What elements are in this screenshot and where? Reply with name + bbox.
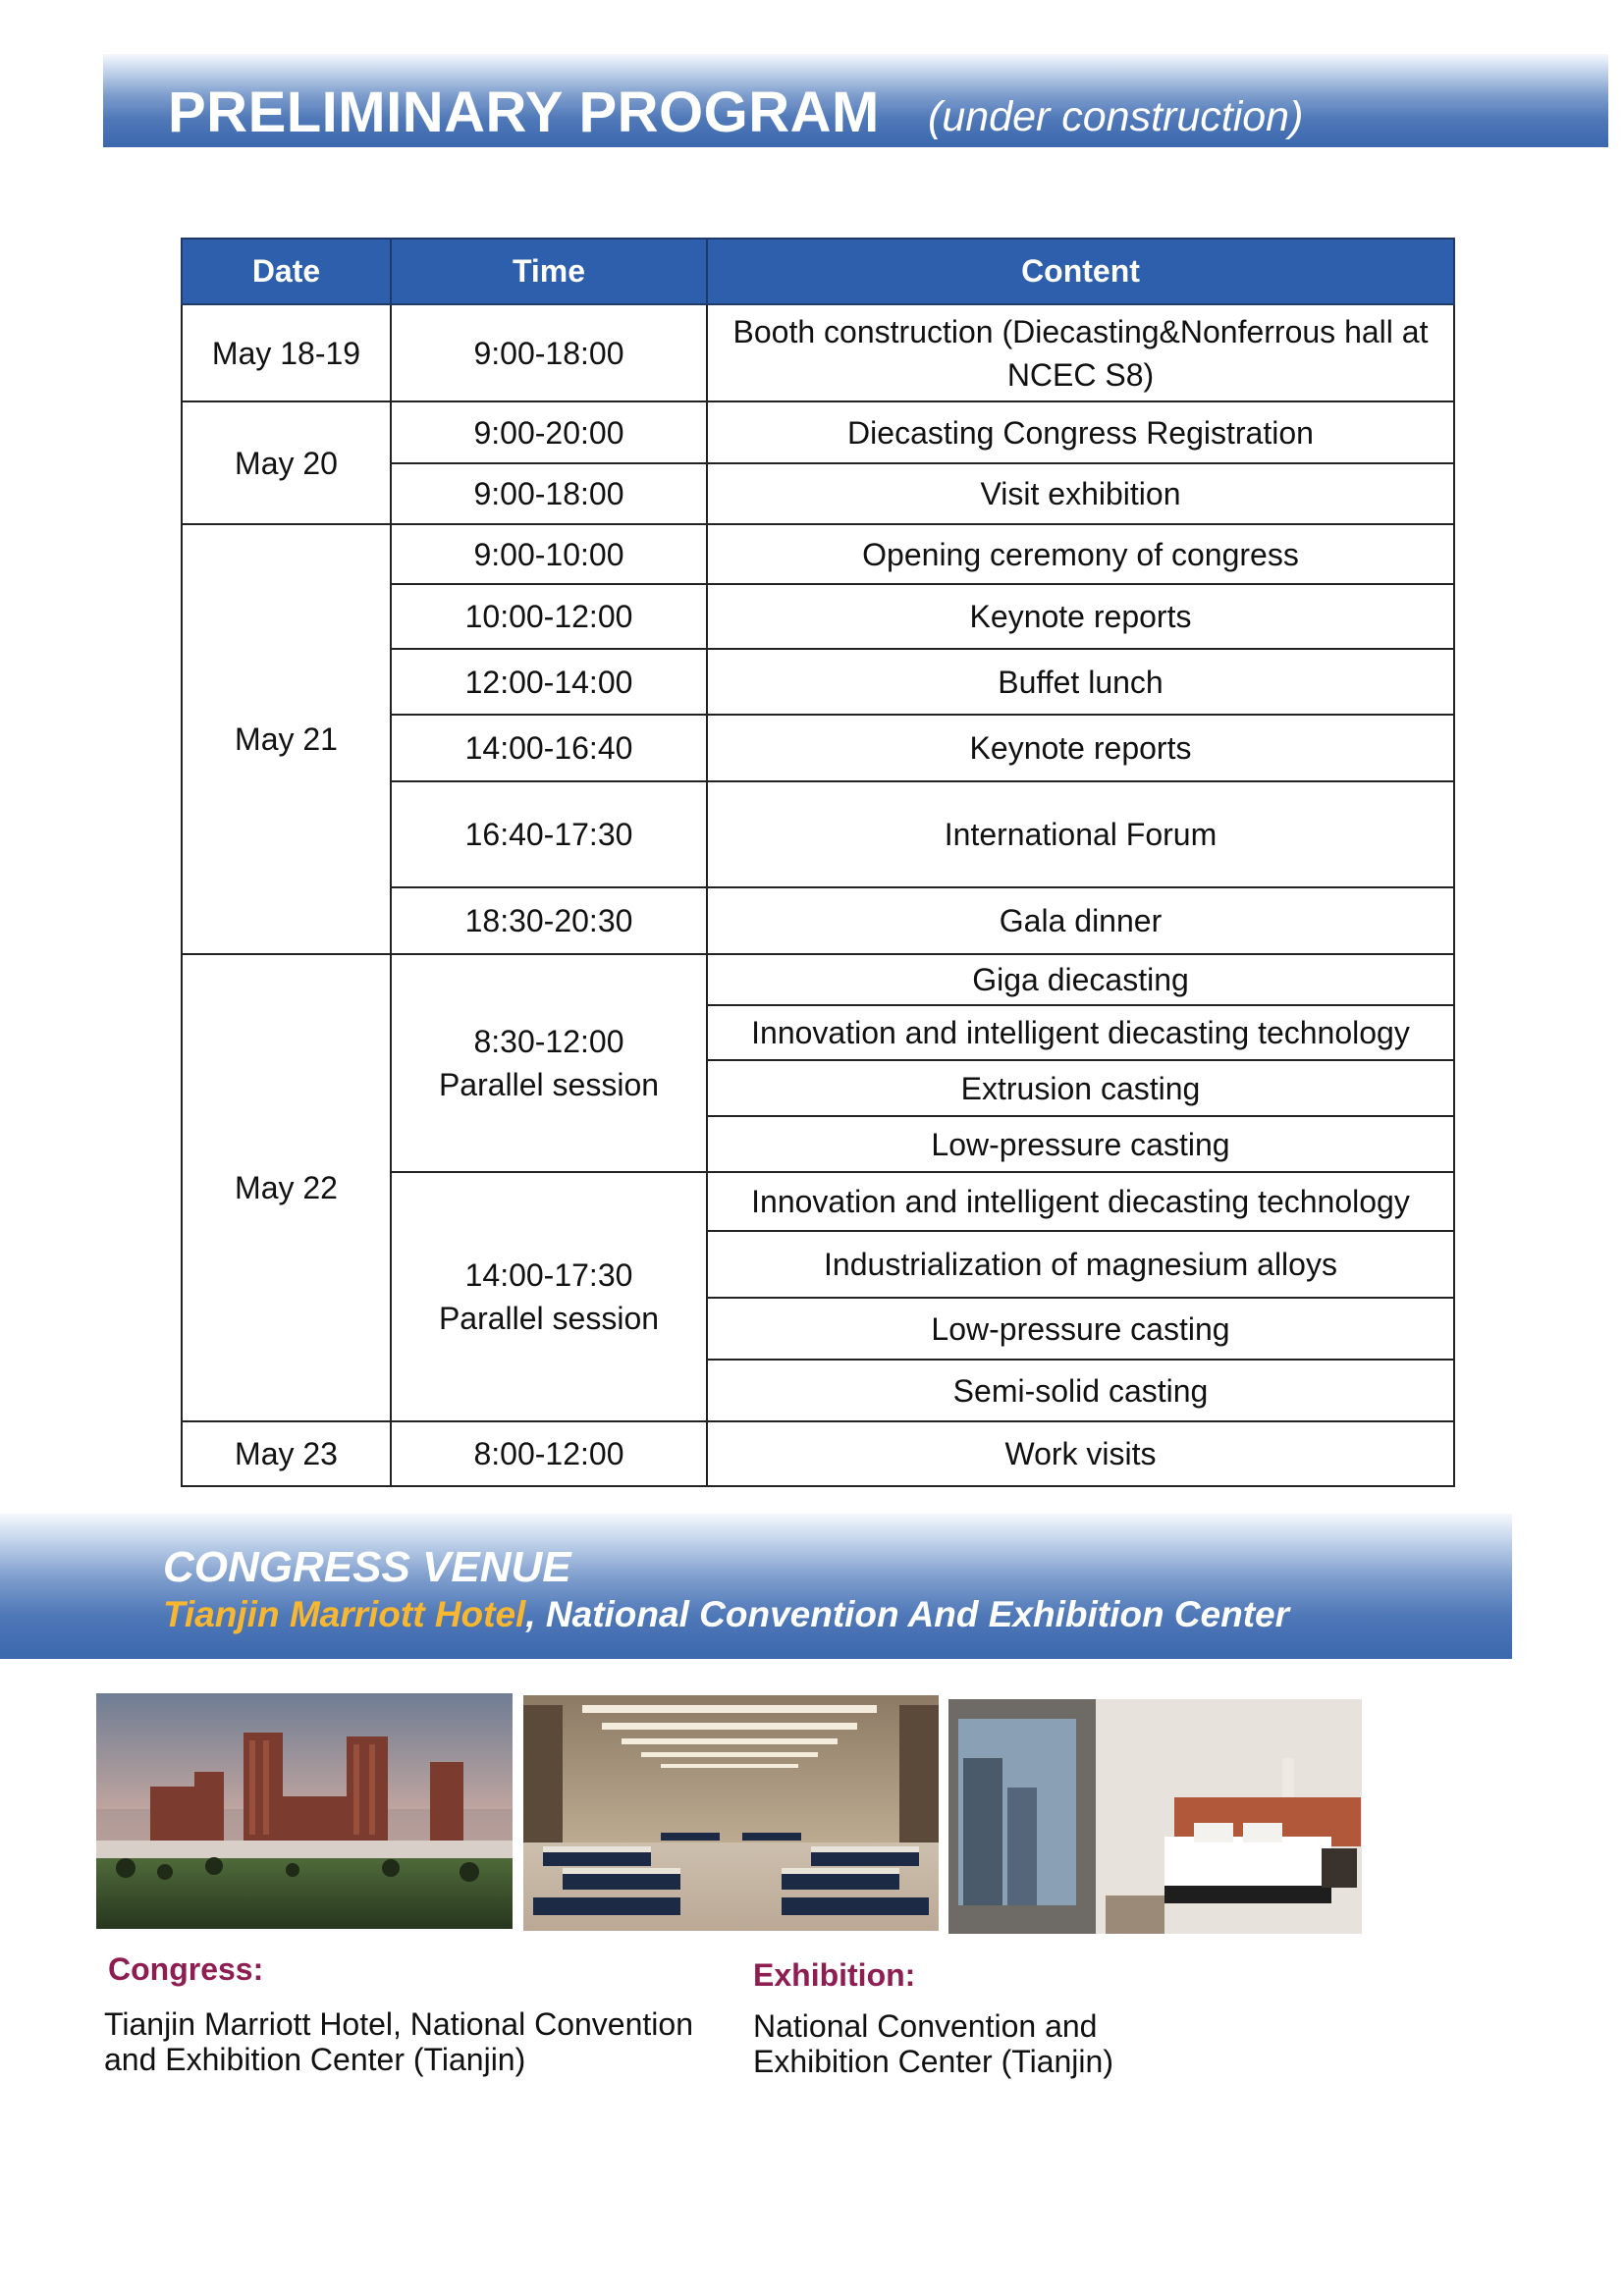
venue-center: National Convention And Exhibition Center: [545, 1594, 1290, 1634]
content-cell: Booth construction (Diecasting&Nonferrous hall at NCEC S8): [707, 304, 1454, 401]
column-header-date: Date: [182, 239, 391, 304]
venue-hotel: Tianjin Marriott Hotel: [163, 1594, 526, 1634]
time-cell: 18:30-20:30: [391, 887, 707, 954]
time-cell: 12:00-14:00: [391, 649, 707, 715]
content-cell: Work visits: [707, 1421, 1454, 1486]
session-label: Parallel session: [438, 1067, 660, 1102]
venue-separator: ,: [525, 1594, 546, 1634]
session-time: 14:00-17:30: [464, 1257, 633, 1293]
table-row: [182, 401, 1454, 463]
content-cell: Opening ceremony of congress: [707, 524, 1454, 584]
venue-subtitle: [163, 1594, 1289, 1635]
content-cell: Industrialization of magnesium alloys: [707, 1231, 1454, 1298]
content-cell: International Forum: [707, 781, 1454, 887]
hotel-room-photo: [948, 1699, 1362, 1934]
session-label: Parallel session: [438, 1301, 660, 1336]
program-header-banner: [103, 54, 1608, 147]
program-table: [181, 238, 1455, 1487]
content-cell: Innovation and intelligent diecasting technology: [707, 1005, 1454, 1060]
page-title: PRELIMINARY PROGRAM: [168, 80, 880, 144]
content-cell: Keynote reports: [707, 584, 1454, 649]
time-cell: [391, 1172, 707, 1421]
time-cell: 16:40-17:30: [391, 781, 707, 887]
page-subtitle: (under construction): [928, 93, 1304, 140]
content-cell: Semi-solid casting: [707, 1360, 1454, 1421]
time-cell: 9:00-20:00: [391, 401, 707, 463]
date-cell: May 18-19: [182, 304, 391, 401]
table-row: [182, 1421, 1454, 1486]
content-cell: Extrusion casting: [707, 1060, 1454, 1116]
venue-title: CONGRESS VENUE: [163, 1543, 571, 1591]
exhibition-label: Exhibition:: [753, 1957, 916, 1993]
date-cell: May 21: [182, 524, 391, 954]
exhibition-venue-text: National Convention and Exhibition Center (Tianjin): [753, 2008, 1113, 2079]
ballroom-photo: [523, 1695, 939, 1931]
column-header-content: Content: [707, 239, 1454, 304]
content-cell: Diecasting Congress Registration: [707, 401, 1454, 463]
content-cell: Gala dinner: [707, 887, 1454, 954]
time-cell: [391, 954, 707, 1172]
date-cell: May 23: [182, 1421, 391, 1486]
time-cell: 9:00-18:00: [391, 463, 707, 524]
date-cell: May 22: [182, 954, 391, 1421]
table-row: [182, 304, 1454, 401]
congress-label: Congress:: [108, 1951, 264, 1987]
table-row: [182, 954, 1454, 1005]
session-time: 8:30-12:00: [473, 1024, 624, 1059]
content-cell: Low-pressure casting: [707, 1298, 1454, 1360]
congress-venue-text: Tianjin Marriott Hotel, National Convention and Exhibition Center (Tianjin): [104, 2006, 693, 2077]
hotel-exterior-photo: [96, 1693, 513, 1929]
date-cell: May 20: [182, 401, 391, 524]
content-cell: Visit exhibition: [707, 463, 1454, 524]
content-cell: Low-pressure casting: [707, 1116, 1454, 1172]
time-cell: 9:00-10:00: [391, 524, 707, 584]
content-cell: Giga diecasting: [707, 954, 1454, 1005]
venue-banner: [0, 1514, 1512, 1659]
content-cell: Keynote reports: [707, 715, 1454, 781]
table-row: [182, 524, 1454, 584]
time-cell: 10:00-12:00: [391, 584, 707, 649]
time-cell: 9:00-18:00: [391, 304, 707, 401]
column-header-time: Time: [391, 239, 707, 304]
time-cell: 8:00-12:00: [391, 1421, 707, 1486]
table-header-row: [182, 239, 1454, 304]
content-cell: Innovation and intelligent diecasting technology: [707, 1172, 1454, 1231]
content-cell: Buffet lunch: [707, 649, 1454, 715]
time-cell: 14:00-16:40: [391, 715, 707, 781]
